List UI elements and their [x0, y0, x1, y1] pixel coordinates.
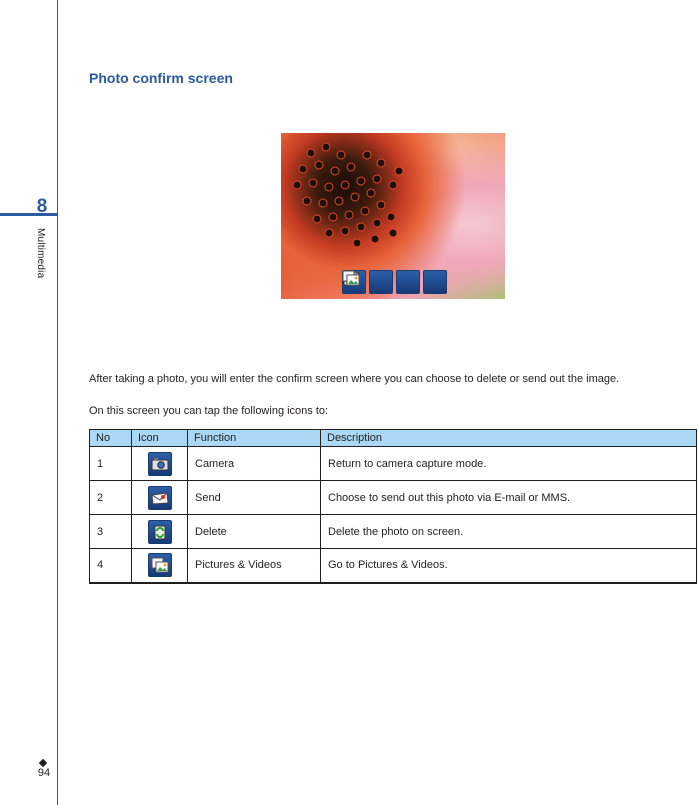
header-function: Function	[188, 430, 321, 447]
table-row	[90, 447, 697, 481]
row-function: Pictures & Videos	[188, 549, 321, 583]
photo-toolbar	[342, 270, 447, 295]
header-no: No	[90, 430, 132, 447]
table-row	[90, 481, 697, 515]
section-title: Photo confirm screen	[89, 70, 233, 86]
chapter-label: Multimedia	[35, 228, 46, 279]
row-function: Delete	[188, 515, 321, 549]
chapter-number: 8	[36, 196, 48, 217]
row-function: Camera	[188, 447, 321, 481]
table-row	[90, 549, 697, 583]
send-icon[interactable]	[369, 270, 393, 294]
row-no: 4	[90, 549, 132, 583]
table-header-row	[90, 430, 697, 447]
intro-paragraph: After taking a photo, you will enter the confirm screen where you can choose to delete or send out the image.	[89, 373, 620, 385]
page-marker-icon	[39, 759, 47, 767]
photo-preview	[281, 133, 505, 299]
delete-icon[interactable]	[396, 270, 420, 294]
header-description: Description	[321, 430, 697, 447]
header-icon: Icon	[132, 430, 188, 447]
camera-icon	[148, 452, 172, 476]
delete-icon	[148, 520, 172, 544]
row-function: Send	[188, 481, 321, 515]
row-description: Go to Pictures & Videos.	[321, 549, 697, 583]
send-icon	[148, 486, 172, 510]
row-description: Delete the photo on screen.	[321, 515, 697, 549]
row-no: 3	[90, 515, 132, 549]
page-number: 94	[37, 767, 51, 779]
pictures-videos-icon	[148, 553, 172, 577]
icon-function-table	[89, 429, 697, 584]
pictures-videos-icon[interactable]	[423, 270, 447, 294]
table-row	[90, 515, 697, 549]
icons-intro-paragraph: On this screen you can tap the following icons to:	[89, 405, 329, 417]
margin-rule	[57, 0, 58, 805]
row-description: Return to camera capture mode.	[321, 447, 697, 481]
row-no: 1	[90, 447, 132, 481]
row-no: 2	[90, 481, 132, 515]
row-description: Choose to send out this photo via E-mail or MMS.	[321, 481, 697, 515]
